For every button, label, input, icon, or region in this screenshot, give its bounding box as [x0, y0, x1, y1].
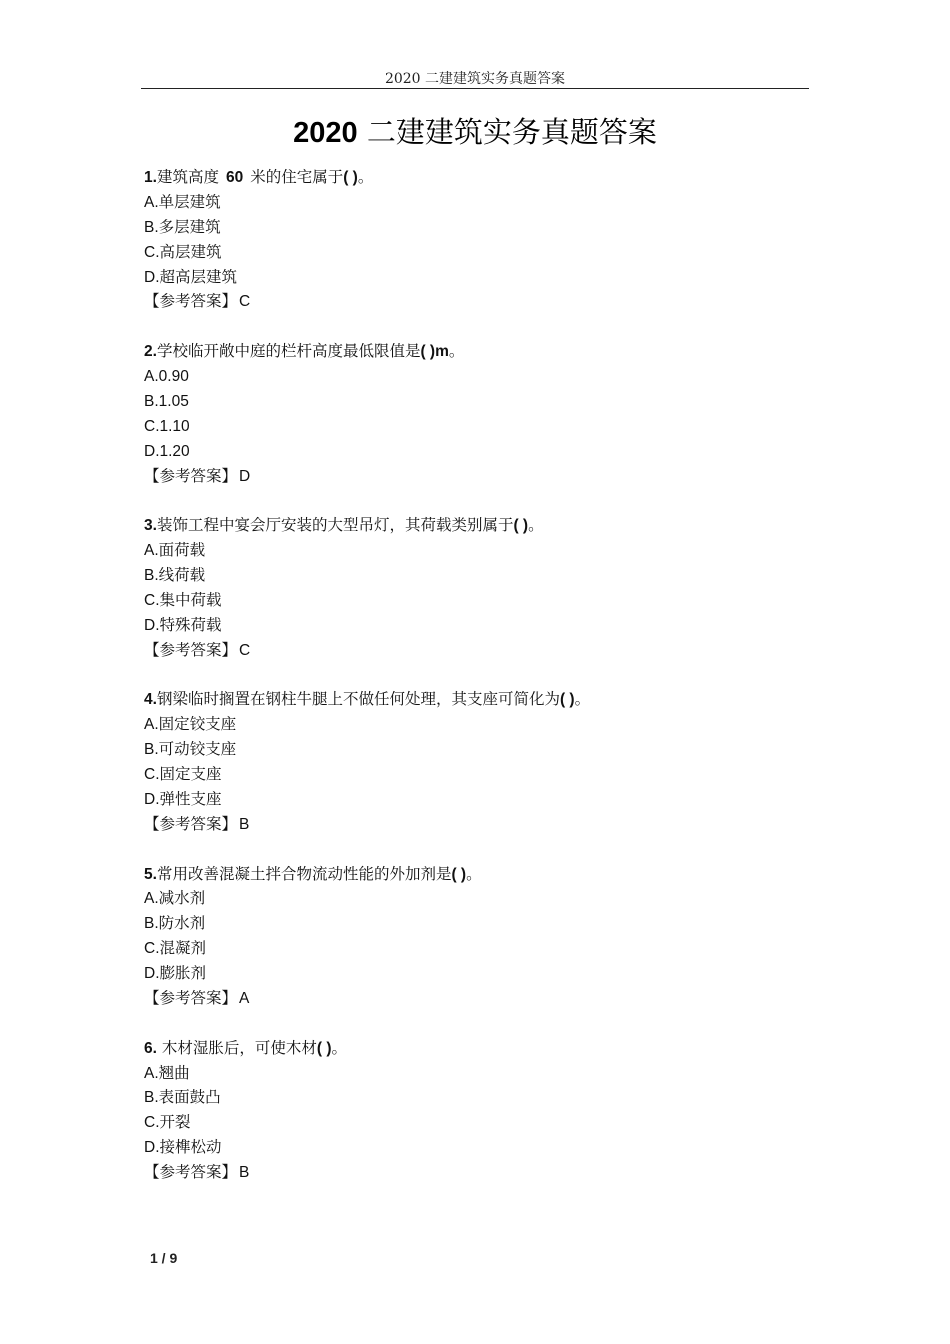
option-letter: B. [144, 392, 159, 410]
answer-label: 【参考答案】 [144, 989, 238, 1008]
question-stem [144, 513, 804, 538]
answer-blank: ( ) [316, 1039, 332, 1057]
option-letter: B. [144, 218, 159, 236]
option-text: 1.05 [158, 392, 189, 410]
option-d [144, 439, 804, 464]
option-d [144, 613, 804, 638]
option-text: 接榫松动 [159, 1138, 222, 1157]
option-letter: C. [144, 591, 160, 609]
option-b [144, 1085, 804, 1110]
option-letter: A. [144, 716, 159, 734]
stem-end: 。 [528, 516, 544, 535]
option-text: 膨胀剂 [159, 964, 207, 983]
option-letter: B. [144, 1089, 159, 1107]
option-text: 0.90 [158, 368, 189, 386]
option-text: 超高层建筑 [159, 267, 238, 286]
question-stem [144, 862, 804, 887]
question-stem [144, 165, 804, 190]
question-number: 1. [144, 169, 157, 186]
option-text: 固定支座 [159, 765, 222, 784]
option-text: 开裂 [159, 1113, 191, 1132]
option-letter: D. [144, 1139, 160, 1157]
option-text: 固定铰支座 [158, 715, 237, 734]
reference-answer [144, 812, 804, 837]
option-letter: D. [144, 616, 160, 634]
question-stem [144, 687, 804, 712]
option-letter: B. [144, 567, 159, 585]
answer-value: C [239, 641, 251, 659]
stem-number: 60 [225, 169, 244, 186]
answer-label: 【参考答案】 [144, 292, 238, 311]
reference-answer [144, 986, 804, 1011]
option-text: 集中荷载 [159, 590, 222, 609]
option-d [144, 265, 804, 290]
option-letter: A. [144, 1064, 159, 1082]
question-number: 2. [144, 343, 157, 361]
question-number: 3. [144, 517, 157, 535]
option-b [144, 563, 804, 588]
option-text: 表面鼓凸 [158, 1088, 221, 1107]
option-text: 1.10 [159, 417, 190, 435]
question-stem [144, 1036, 804, 1061]
option-text: 线荷载 [158, 566, 206, 585]
answer-value: B [239, 815, 250, 833]
stem-unit: m [435, 343, 449, 361]
option-letter: C. [144, 940, 160, 958]
reference-answer [144, 1160, 804, 1185]
option-a [144, 712, 804, 737]
option-d [144, 961, 804, 986]
answer-value: A [239, 990, 250, 1008]
option-c [144, 588, 804, 613]
stem-end: 。 [574, 690, 591, 709]
stem-end: 。 [448, 342, 465, 361]
answer-label: 【参考答案】 [144, 814, 238, 833]
answer-label: 【参考答案】 [144, 466, 238, 485]
option-text: 减水剂 [158, 889, 206, 908]
question-5 [144, 862, 804, 1011]
option-text: 多层建筑 [158, 217, 221, 236]
option-letter: C. [144, 417, 160, 435]
question-4 [144, 687, 804, 836]
option-letter: A. [144, 193, 159, 211]
stem-text: 建筑高度 [156, 168, 219, 186]
option-text: 1.20 [159, 442, 190, 460]
option-a [144, 1061, 804, 1086]
option-a [144, 364, 804, 389]
option-text: 混凝剂 [159, 939, 207, 958]
option-a [144, 538, 804, 563]
option-letter: A. [144, 368, 159, 386]
answer-label: 【参考答案】 [144, 640, 238, 659]
question-stem [144, 339, 804, 364]
stem-text: 钢梁临时搁置在钢柱牛腿上不做任何处理，其支座可简化为 [156, 690, 560, 709]
option-c [144, 414, 804, 439]
option-d [144, 1135, 804, 1160]
option-letter: D. [144, 442, 160, 460]
option-c [144, 1110, 804, 1135]
answer-label: 【参考答案】 [144, 1163, 238, 1182]
option-b [144, 389, 804, 414]
option-a [144, 886, 804, 911]
option-b [144, 737, 804, 762]
question-number: 5. [144, 865, 157, 883]
option-text: 可动铰支座 [158, 740, 237, 759]
stem-text: 常用改善混凝土拌合物流动性能的外加剂是 [156, 864, 452, 883]
option-letter: D. [144, 965, 160, 983]
page-indicator: 1 / 9 [150, 1250, 178, 1266]
stem-text: 学校临开敞中庭的栏杆高度最低限值是 [156, 342, 421, 361]
option-text: 面荷载 [158, 541, 206, 560]
option-text: 弹性支座 [159, 789, 222, 808]
answer-blank: ( ) [451, 865, 467, 883]
reference-answer [144, 289, 804, 314]
option-letter: C. [144, 243, 160, 261]
stem-end: 。 [357, 168, 374, 186]
option-letter: D. [144, 268, 160, 286]
answer-value: D [239, 467, 251, 485]
question-2 [144, 339, 804, 488]
option-text: 防水剂 [158, 914, 206, 933]
answer-blank: ( ) [559, 691, 575, 709]
option-letter: C. [144, 766, 160, 784]
document-title [0, 110, 950, 151]
option-text: 特殊荷载 [159, 615, 222, 634]
answer-value: C [239, 293, 251, 311]
option-c [144, 240, 804, 265]
title-text: 二建建筑实务真题答案 [366, 115, 657, 149]
option-d [144, 787, 804, 812]
option-c [144, 936, 804, 961]
title-year: 2020 [293, 117, 358, 149]
option-a [144, 190, 804, 215]
answer-value: B [239, 1164, 250, 1182]
stem-end: 。 [466, 864, 482, 883]
question-1 [144, 165, 804, 314]
option-text: 翘曲 [158, 1063, 190, 1082]
option-b [144, 215, 804, 240]
stem-end: 。 [331, 1038, 348, 1057]
answer-blank: ( ) [420, 343, 436, 361]
question-6 [144, 1036, 804, 1185]
option-letter: B. [144, 915, 159, 933]
stem-text-2: 米的住宅属于 [250, 168, 344, 186]
option-c [144, 762, 804, 787]
answer-blank: ( ) [513, 517, 529, 535]
option-letter: C. [144, 1114, 160, 1132]
option-text: 高层建筑 [159, 242, 222, 261]
question-3 [144, 513, 804, 662]
option-b [144, 911, 804, 936]
stem-text: 木材湿胀后，可使木材 [156, 1038, 317, 1057]
option-text: 单层建筑 [158, 192, 221, 211]
option-letter: D. [144, 790, 160, 808]
option-letter: B. [144, 741, 159, 759]
answer-blank: ( ) [343, 169, 358, 186]
header-rule [141, 88, 809, 89]
question-number: 4. [144, 691, 157, 709]
running-header: 2020 二建建筑实务真题答案 [384, 71, 566, 87]
question-number: 6. [144, 1039, 157, 1057]
stem-text: 装饰工程中宴会厅安装的大型吊灯，其荷载类别属于 [156, 516, 514, 535]
option-letter: A. [144, 542, 159, 560]
reference-answer [144, 464, 804, 489]
reference-answer [144, 638, 804, 663]
option-letter: A. [144, 890, 159, 908]
question-list [144, 165, 804, 1210]
